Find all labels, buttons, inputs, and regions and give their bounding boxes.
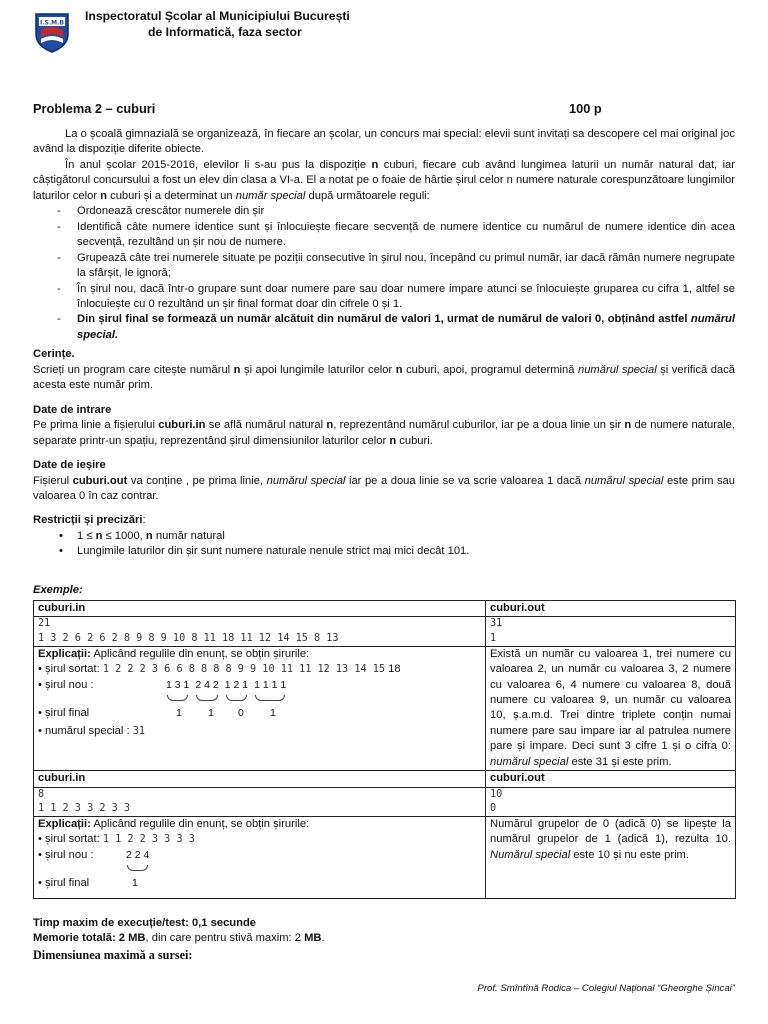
examples-label: Exemple: [33, 584, 83, 596]
input-data: 21 1 3 2 6 2 6 2 8 9 8 9 10 8 11 18 11 12 14 15 8 13 [34, 617, 486, 646]
table-row [34, 617, 736, 646]
list-item: • Lungimile laturilor din șir sunt numere naturale nenule strict mai mici decât 101. [57, 544, 735, 559]
problem-statement [33, 127, 735, 560]
input-text: Pe prima linie a fișierului cuburi.in se află numărul natural n, reprezentând numărul cuburilor, iar pe a doua linie un șir n de numere naturale, separate printr-un spațiu, reprezentând șirul dimensiunilor laturilor celor n cuburi. [33, 419, 735, 447]
problem-title: Problema 2 – cuburi [33, 101, 156, 116]
in-header: cuburi.in [34, 601, 486, 617]
output-explanation: Numărul grupelor de 0 (adică 0) se lipește la numărul grupelor de 1 (adică 1), rezulta 10. Numărul special este 10 și nu este prim. [486, 816, 736, 898]
output-explanation: Există un număr cu valoarea 1, trei numere cu valoarea 2, un număr cu valoarea 3, 2 numere cu valoarea 6, 4 numere cu valoarea 8, două numere cu valoarea 9, un număr cu valoarea 10, ș.a.m.d. Trei dintre triplete conțin numai numere pare sau impare iar al patrulea numere pare și impare. Deci sunt 3 cifre 1 și o cifra 0: numărul special este 31 și este prim. [486, 646, 736, 771]
explanation-cell: Explicații: Aplicând regulile din enunț, se obțin șirurile: • șirul sortat: 1 1 2 2 3 3 3 3 • șirul nou : 2 2 4 • șirul final 1 [34, 816, 486, 898]
list-item: - Grupează câte trei numerele situate pe poziții consecutive în șirul nou, începând cu primul număr, iar dacă rămân numere negrupate la sfârșit, le ignoră; [57, 251, 735, 282]
list-item: - Din șirul final se formează un număr alcătuit din numărul de valori 1, urmat de numărul de valori 0, obținând astfel numărul special. [57, 312, 735, 343]
examples-table [33, 600, 736, 899]
memory-limit: Memorie totală: 2 MB, din care pentru stivă maxim: 2 MB. [33, 932, 325, 945]
problem-points: 100 p [569, 101, 602, 116]
source-size-limit: Dimensiunea maximă a sursei: [33, 947, 193, 962]
school-logo-icon [33, 10, 71, 54]
header-title: Inspectoratul Școlar al Municipiului București [85, 9, 350, 23]
in-header: cuburi.in [34, 771, 486, 787]
intro-paragraph-1: La o școală gimnazială se organizează, în fiecare an școlar, un concurs mai special: elevii sunt invitați sa descopere cel mai original joc având la dispoziție diferite obiecte. [33, 128, 735, 156]
time-limit: Timp maxim de execuție/test: 0,1 secunde [33, 917, 257, 929]
limits-footer [33, 916, 735, 964]
explanation-cell: Explicații: Aplicând regulile din enunț, se obțin șirurile: • șirul sortat: 1 2 2 2 3 6 6 8 8 8 8 9 9 10 11 11 12 13 14 15 18 • șirul nou : 1 3 1 2 4 2 1 2 1 1 1 1 1 • șirul final 1 1 0 1 • numărul special : 31 [34, 646, 486, 771]
output-data: 31 1 [486, 617, 736, 646]
restrictions-heading: Restricții și precizări: [33, 514, 146, 527]
table-row [34, 601, 736, 617]
output-text: Fișierul cuburi.out va conține , pe prima linie, numărul special iar pe a doua linie se va scrie valoarea 1 dacă numărul special este prim sau valoarea 0 în caz contrar. [33, 474, 735, 502]
cerinte-heading: Cerințe. [33, 348, 75, 361]
cerinte-text: Scrieți un program care citește numărul n și apoi lungimile laturilor celor n cuburi, apoi, programul determină numărul special și verifică dacă acesta este număr prim. [33, 363, 735, 392]
list-item: - În șirul nou, dacă într-o grupare sunt doar numere pare sau doar numere impare atunci se înlocuiește gruparea cu cifra 1, altfel se înlocuiește cu 0 rezultând un șir final format doar din cifrele 0 și 1. [57, 282, 735, 313]
input-heading: Date de intrare [33, 403, 112, 416]
rules-list [57, 204, 735, 343]
output-heading: Date de ieșire [33, 459, 106, 472]
intro-paragraph-2: În anul școlar 2015-2016, elevilor li s-au pus la dispoziție n cuburi, fiecare cub având lungimea laturii un număr natural dat, iar câștigătorul concursului a fost un elev din clasa a VI-a. El a notat pe o foaie de hârtie șirul celor n numere naturale corespunzătoare lungimilor laturilor celor n cuburi și a determinat un număr special după următoarele reguli: [33, 158, 736, 202]
table-row [34, 646, 736, 771]
list-item: - Ordonează crescător numerele din șir [57, 204, 735, 219]
out-header: cuburi.out [486, 771, 736, 787]
list-item: - Identifică câte numere identice sunt și înlocuiește fiecare secvență de numere identice cu numărul de numere identice din acea secvență, rezultând un șir nou de numere. [57, 220, 735, 251]
author-signature: Prof. Smîntînă Rodica – Colegiul Național “Gheorghe Șincai” [477, 983, 735, 994]
svg-text:I.S.M.B: I.S.M.B [40, 19, 64, 27]
table-row [34, 816, 736, 898]
list-item: • 1 ≤ n ≤ 1000, n număr natural [57, 529, 735, 544]
input-data: 8 1 1 2 3 3 2 3 3 [34, 787, 486, 816]
restrictions-list [57, 529, 735, 560]
header-subtitle: de Informatică, faza sector [148, 25, 302, 39]
out-header: cuburi.out [486, 601, 736, 617]
table-row [34, 787, 736, 816]
table-row [34, 771, 736, 787]
output-data: 10 0 [486, 787, 736, 816]
